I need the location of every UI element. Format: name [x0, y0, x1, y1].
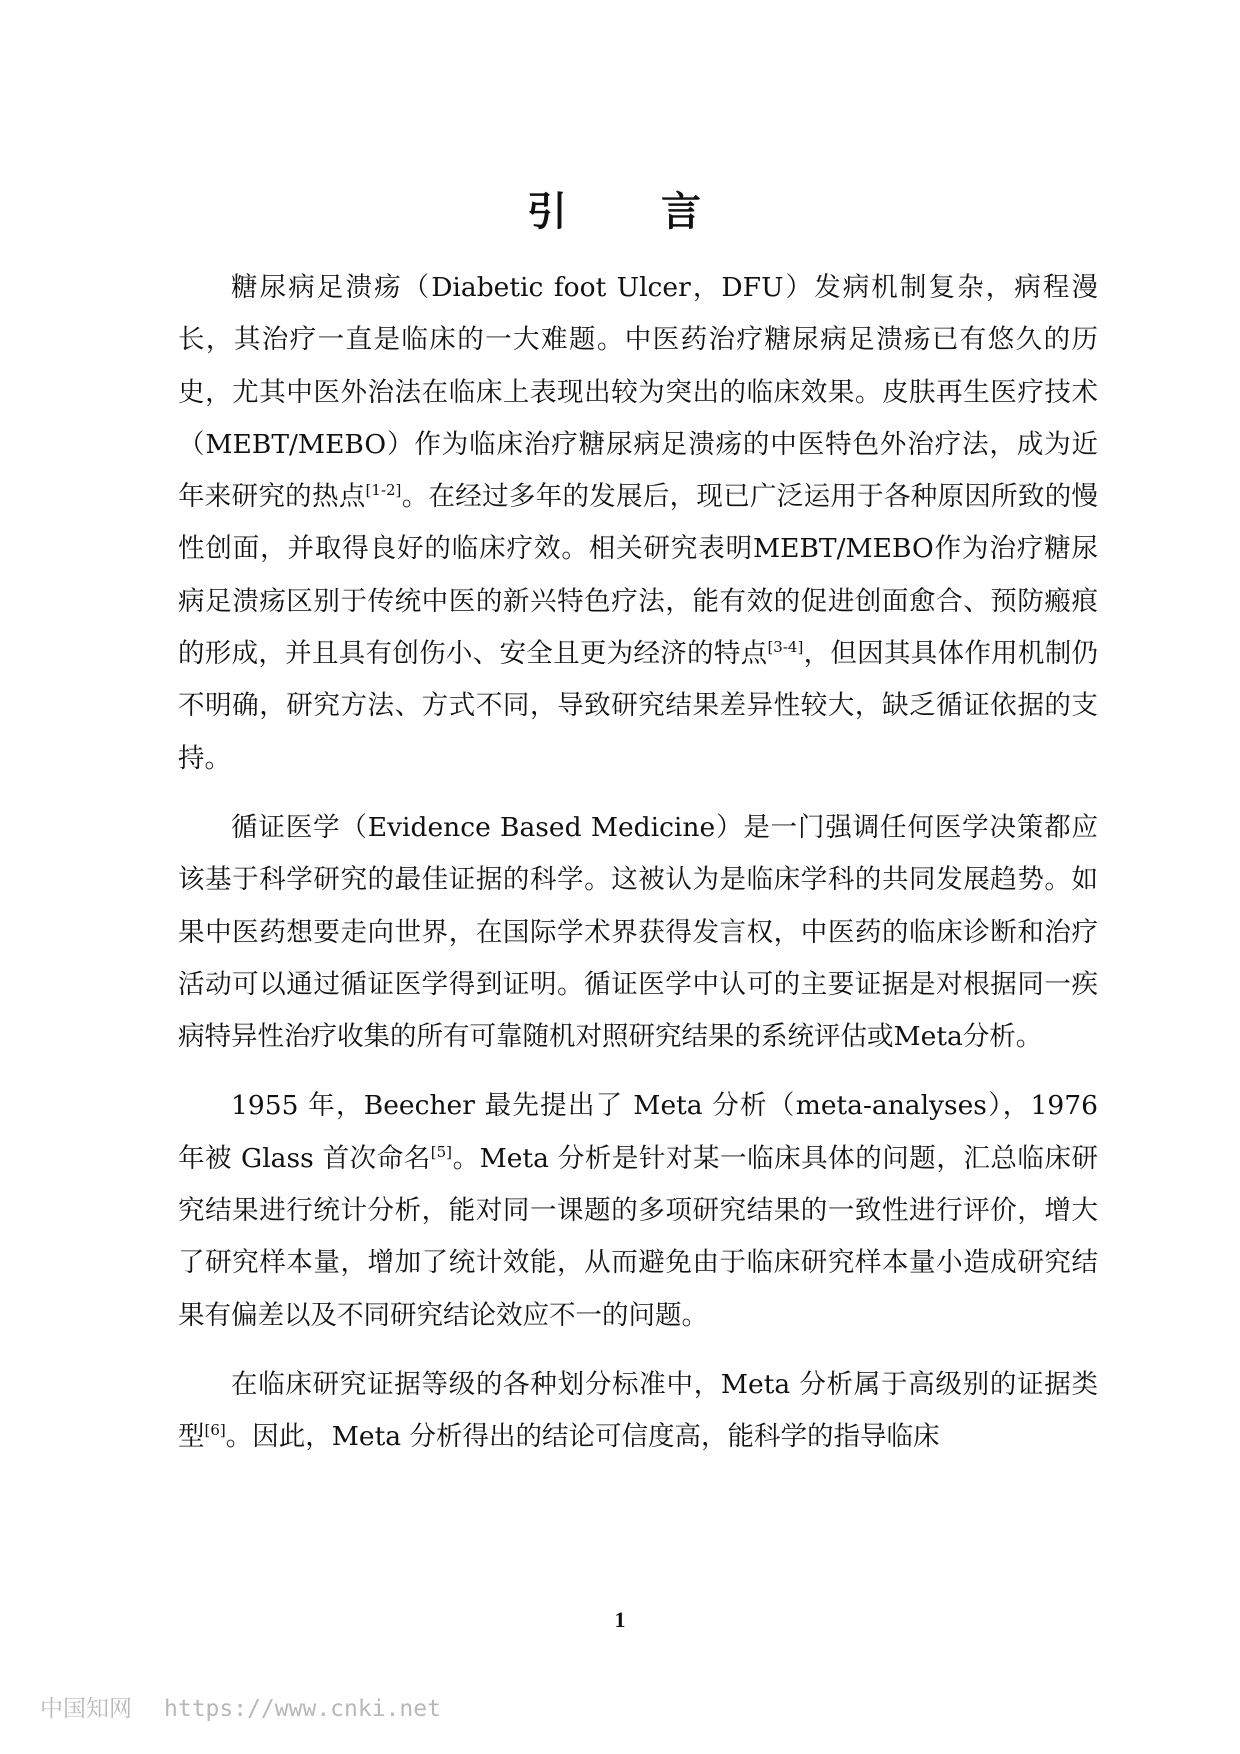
watermark-url: https://www.cnki.net: [164, 1696, 441, 1722]
paragraph-text: ，但因其具体作用机制仍不明确，研究方法、方式不同，导致研究结果差异性较大，缺乏循证依据的支持。: [178, 638, 1099, 774]
document-body: [178, 262, 1098, 1481]
paragraph: [178, 802, 1098, 1063]
watermark: [40, 1690, 441, 1723]
paragraph: [178, 1359, 1098, 1464]
paragraph-text: 在临床研究证据等级的各种划分标准中，Meta 分析属于高级别的证据类型: [178, 1368, 1098, 1453]
citation-reference: [1-2]: [365, 481, 402, 500]
citation-reference: [3-4]: [767, 638, 804, 657]
watermark-site-name: 中国知网: [40, 1696, 132, 1722]
paragraph-text: 糖尿病足溃疡（Diabetic foot Ulcer，DFU）发病机制复杂，病程漫长，其治疗一直是临床的一大难题。中医药治疗糖尿病足溃疡已有悠久的历史，尤其中医外治法在临床上表现出较为突出的临床效果。皮肤再生医疗技术（MEBT/MEBO）作为临床治疗糖尿病足溃疡的中医特色外治疗法，成为近年来研究的热点: [178, 272, 1098, 513]
citation-reference: [5]: [430, 1142, 453, 1161]
paragraph-text: 循证医学（Evidence Based Medicine）是一门强调任何医学决策都应该基于科学研究的最佳证据的科学。这被认为是临床学科的共同发展趋势。如果中医药想要走向世界，在国际学术界获得发言权，中医药的临床诊断和治疗活动可以通过循证医学得到证明。循证医学中认可的主要证据是对根据同一疾病特异性治疗收集的所有可靠随机对照研究结果的系统评估或Meta分析。: [178, 811, 1098, 1053]
paragraph-text: 。在经过多年的发展后，现已广泛运用于各种原因所致的慢性创面，并取得良好的临床疗效。相关研究表明MEBT/MEBO作为治疗糖尿病足溃疡区别于传统中医的新兴特色疗法，能有效的促进创面愈合、预防瘢痕的形成，并且具有创伤小、安全且更为经济的特点: [178, 481, 1099, 670]
paragraph-text: 1955 年，Beecher 最先提出了 Meta 分析（meta-analyses），1976 年被 Glass 首次命名: [178, 1090, 1098, 1174]
citation-reference: [6]: [204, 1421, 226, 1440]
page-title: 引 言: [527, 189, 741, 235]
page-number: 1: [614, 1607, 626, 1632]
paragraph-text: 。Meta 分析是针对某一临床具体的问题，汇总临床研究结果进行统计分析，能对同一课题的多项研究结果的一致性进行评价，增大了研究样本量，增加了统计效能，从而避免由于临床研究样本量小造成研究结果有偏差以及不同研究结论效应不一的问题。: [178, 1142, 1098, 1331]
paragraph-text: 。因此，Meta 分析得出的结论可信度高，能科学的指导临床: [225, 1421, 940, 1453]
paragraph: [178, 262, 1098, 785]
paragraph: [178, 1080, 1098, 1341]
